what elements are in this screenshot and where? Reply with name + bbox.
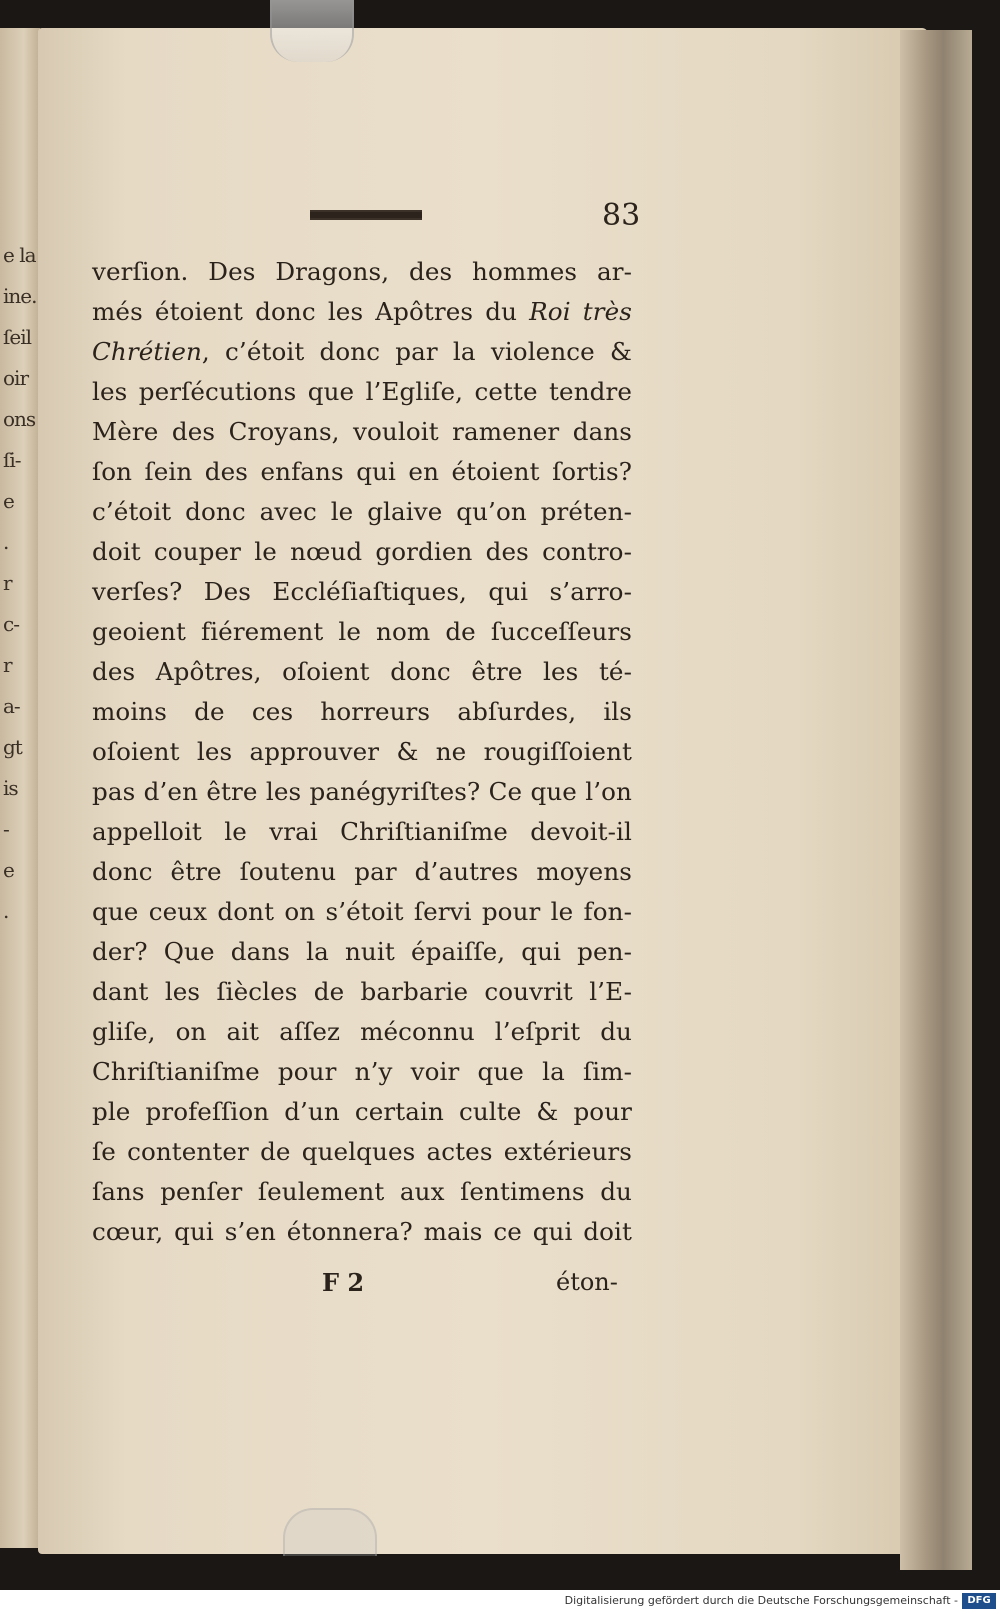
left-page-fragment: ons	[3, 407, 36, 431]
text-line-15: appelloit le vrai Chriſtianiſme devoit-il	[92, 817, 632, 846]
text-line-19: dant les ſiècles de barbarie couvrit l’E-	[92, 977, 632, 1006]
text-line-2: més étoient donc les Apôtres du Roi très	[92, 297, 633, 326]
text-line-20: gliſe, on ait aſſez méconnu l’eſprit du	[92, 1017, 632, 1046]
text-line-22: ple profeſſion d’un certain culte & pour	[92, 1097, 632, 1126]
italic-phrase: Chrétien	[92, 337, 202, 366]
left-page-fragment: ſeil	[3, 325, 32, 349]
body-text	[92, 252, 632, 1252]
dfg-logo: DFG	[962, 1593, 996, 1609]
left-page-fragment: r	[3, 571, 12, 595]
left-page-fragment: c-	[3, 612, 19, 636]
left-page-fragment: oir	[3, 366, 28, 390]
left-page-fragment: .	[3, 899, 9, 923]
text-line-13: oſoient les approuver & ne rougiſſoient	[92, 737, 632, 766]
left-page-fragment: a-	[3, 694, 20, 718]
left-page-fragment: e la	[3, 243, 36, 267]
text-line-6: ſon ſein des enfans qui en étoient ſortis?	[92, 457, 632, 486]
text-line-23: ſe contenter de quelques actes extérieurs	[92, 1137, 632, 1166]
page-number: 83	[602, 198, 641, 233]
text-line-9: verſes? Des Eccléſiaſtiques, qui s’arro-	[92, 577, 632, 606]
text-line-4: les perſécutions que l’Egliſe, cette tendre	[92, 377, 632, 406]
credit-text: Digitalisierung gefördert durch die Deutsche Forschungsgemeinschaft -	[564, 1594, 958, 1607]
text-line-3: Chrétien, c’étoit donc par la violence &	[92, 337, 632, 366]
left-page-fragment: -	[3, 817, 9, 841]
header-rule	[310, 210, 422, 220]
left-page-fragment: .	[3, 530, 9, 554]
left-page-fragment: ine.	[3, 284, 37, 308]
italic-phrase: Roi très	[529, 297, 633, 326]
left-page-fragment: e	[3, 489, 14, 513]
text-line-7: c’étoit donc avec le glaive qu’on préten-	[92, 497, 632, 526]
text-line-14: pas d’en être les panégyriſtes? Ce que l’on	[92, 777, 632, 806]
left-page-edge	[0, 28, 40, 1548]
left-page-fragment: ſi-	[3, 448, 21, 472]
text-line-24: ſans penſer ſeulement aux ſentimens du	[92, 1177, 632, 1206]
text-line-8: doit couper le nœud gordien des contro-	[92, 537, 632, 566]
text-line-1: verſion. Des Dragons, des hommes ar-	[92, 257, 632, 286]
left-page-fragment: is	[3, 776, 18, 800]
text-line-18: der? Que dans la nuit épaiſſe, qui pen-	[92, 937, 632, 966]
text-line-21: Chriſtianiſme pour n’y voir que la ſim-	[92, 1057, 632, 1086]
credit-bar	[0, 1590, 1000, 1614]
left-page-fragment: r	[3, 653, 12, 677]
text-line-16: donc être ſoutenu par d’autres moyens	[92, 857, 632, 886]
catchword: éton-	[556, 1268, 618, 1296]
text-line-17: que ceux dont on s’étoit ſervi pour le fon-	[92, 897, 632, 926]
left-page-fragment: gt	[3, 735, 22, 759]
bottom-clip	[283, 1508, 377, 1556]
text-line-25: cœur, qui s’en étonnera? mais ce qui doit	[92, 1217, 632, 1246]
text-line-11: des Apôtres, oſoient donc être les té-	[92, 657, 632, 686]
text-line-10: geoient fiérement le nom de ſucceſſeurs	[92, 617, 632, 646]
text-line-5: Mère des Croyans, vouloit ramener dans	[92, 417, 632, 446]
left-page-fragment: e	[3, 858, 14, 882]
text-line-12: moins de ces horreurs abſurdes, ils	[92, 697, 632, 726]
signature-mark: F 2	[322, 1268, 365, 1297]
page-block-edge	[900, 30, 972, 1570]
top-clip	[270, 0, 354, 62]
